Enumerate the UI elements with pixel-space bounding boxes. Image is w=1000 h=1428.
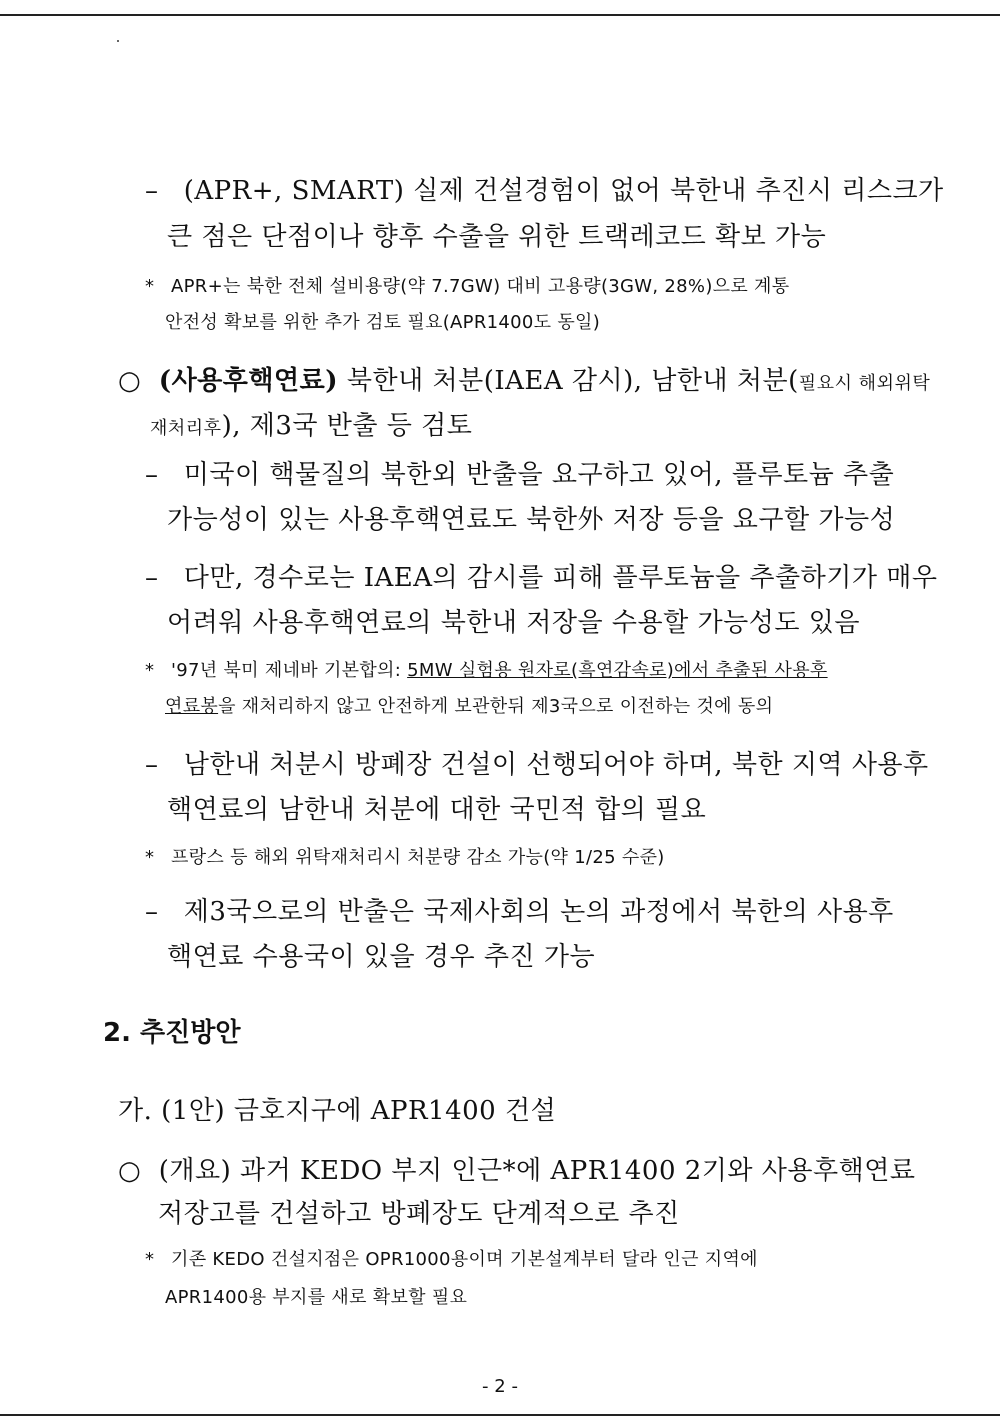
scan-speck — [117, 40, 119, 42]
text-segment: ), 제3국 반출 등 검토 — [221, 411, 473, 441]
circle-bullet-mark: ○ — [118, 1156, 142, 1186]
text-segment: 북한내 처분(IAEA 감시), 남한내 처분( — [338, 366, 799, 396]
underlined-text: 5MW 실험용 원자로(흑연감속로)에서 추출된 사용후 — [407, 660, 828, 681]
text-line: 핵연료의 남한내 처분에 대한 국민적 합의 필요 — [167, 795, 707, 825]
dash-item-third-country — [145, 891, 894, 973]
text-line: 남한내 처분시 방폐장 건설이 선행되어야 하며, 북한 지역 사용후 — [183, 750, 929, 780]
note-item-geneva — [145, 656, 828, 718]
text-line: (개요) 과거 KEDO 부지 인근*에 APR1400 2기와 사용후핵연료 — [158, 1156, 916, 1186]
text-line: 프랑스 등 해외 위탁재처리시 처분량 감소 가능(약 1/25 수준) — [171, 847, 665, 868]
text-line: 가능성이 있는 사용후핵연료도 북한外 저장 등을 요구할 가능성 — [167, 505, 896, 535]
underlined-text: 연료봉 — [165, 696, 219, 717]
bottom-rule — [0, 1414, 1000, 1416]
note-item-apr-capacity — [145, 272, 789, 334]
circle-bullet-mark: ○ — [118, 366, 142, 396]
text-segment: '97년 북미 제네바 기본합의: — [171, 660, 408, 681]
dash-mark: – — [145, 563, 159, 593]
text-line: 어려워 사용후핵연료의 북한내 저장을 수용할 가능성도 있음 — [167, 608, 860, 638]
section-heading: 2. 추진방안 — [103, 1018, 241, 1048]
note-item-france — [145, 843, 665, 869]
dash-item-us-demand — [145, 454, 895, 536]
text-line: 핵연료 수용국이 있을 경우 추진 가능 — [167, 942, 596, 972]
text-line: 저장고를 건설하고 방폐장도 단계적으로 추진 — [158, 1199, 680, 1229]
asterisk-mark: * — [145, 276, 155, 297]
dash-mark: – — [145, 897, 159, 927]
text-line: APR1400용 부지를 새로 확보할 필요 — [165, 1287, 468, 1308]
top-rule — [0, 14, 1000, 16]
text-line: 미국이 핵물질의 북한외 반출을 요구하고 있어, 플루토늄 추출 — [183, 460, 895, 490]
text-line: APR+는 북한 전체 설비용량(약 7.7GW) 대비 고용량(3GW, 28%)으로 계통 — [171, 276, 790, 297]
dash-item-lwr-storage — [145, 557, 937, 639]
small-text-segment: 필요시 해외위탁 — [798, 373, 931, 394]
dash-item-apr-smart — [145, 170, 944, 253]
small-text-segment: 재처리후 — [150, 418, 222, 439]
dash-mark: – — [145, 176, 159, 206]
text-line: (APR+, SMART) 실제 건설경험이 없어 북한내 추진시 리스크가 — [183, 176, 944, 206]
dash-mark: – — [145, 750, 159, 780]
subsection-heading: 가. (1안) 금호지구에 APR1400 건설 — [118, 1096, 557, 1126]
text-line: 다만, 경수로는 IAEA의 감시를 피해 플루토늄을 추출하기가 매우 — [183, 563, 938, 593]
note-item-kedo-site — [145, 1245, 758, 1309]
text-line: 기존 KEDO 건설지점은 OPR1000용이며 기본설계부터 달라 인근 지역에 — [171, 1249, 758, 1270]
dash-mark: – — [145, 460, 159, 490]
page-number: - 2 - — [482, 1376, 518, 1397]
asterisk-mark: * — [145, 1249, 155, 1270]
asterisk-mark: * — [145, 847, 155, 868]
text-line: 제3국으로의 반출은 국제사회의 논의 과정에서 북한의 사용후 — [183, 897, 894, 927]
bullet-item-overview — [118, 1150, 916, 1230]
bullet-item-spent-fuel — [118, 360, 930, 442]
text-line: 큰 점은 단점이나 향후 수출을 위한 트랙레코드 확보 가능 — [167, 222, 827, 252]
text-line: 안전성 확보를 위한 추가 검토 필요(APR1400도 동일) — [165, 312, 601, 333]
text-segment: 을 재처리하지 않고 안전하게 보관한뒤 제3국으로 이전하는 것에 동의 — [218, 696, 774, 717]
bold-label: (사용후핵연료) — [158, 366, 339, 396]
asterisk-mark: * — [145, 660, 155, 681]
dash-item-south-disposal — [145, 744, 929, 826]
